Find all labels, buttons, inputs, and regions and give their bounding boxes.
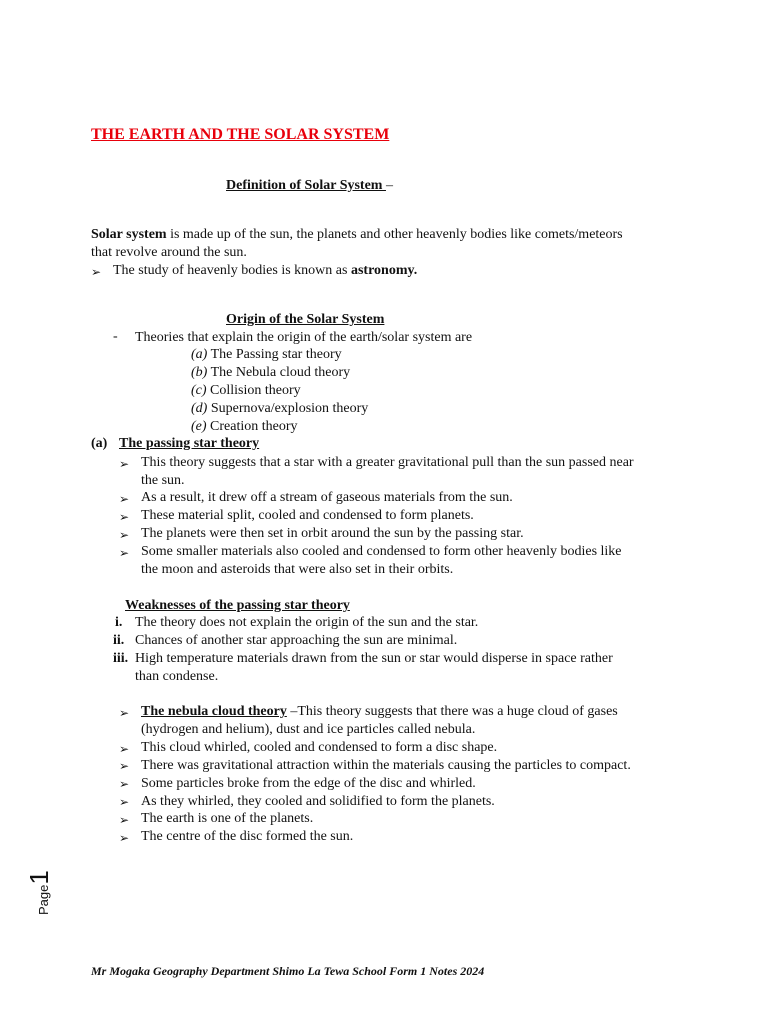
arrow-bullet-icon: ➢: [119, 706, 130, 720]
arrow-bullet-icon: ➢: [119, 777, 130, 791]
passing-star-point: The planets were then set in orbit around the sun by the passing star.: [141, 526, 524, 541]
theory-label: Collision theory: [210, 383, 301, 398]
nebula-point: There was gravitational attraction within the materials causing the particles to compact.: [141, 758, 631, 773]
solar-system-definition: [91, 226, 623, 244]
theory-label: Creation theory: [210, 419, 298, 434]
arrow-bullet-icon: ➢: [119, 742, 130, 756]
nebula-point: Some particles broke from the edge of the disc and whirled.: [141, 776, 476, 791]
theory-list-item: [191, 346, 342, 364]
weakness-item: The theory does not explain the origin of the sun and the star.: [135, 615, 479, 630]
roman-marker: ii.: [113, 633, 125, 648]
nebula-point: The centre of the disc formed the sun.: [141, 829, 354, 844]
solar-system-definition-text: is made up of the sun, the planets and other heavenly bodies like comets/meteors: [166, 227, 623, 242]
theories-intro-dash: -: [113, 329, 118, 344]
arrow-bullet-icon: ➢: [119, 457, 130, 471]
theory-label: The Passing star theory: [210, 347, 342, 362]
theory-list-item: [191, 364, 350, 382]
theory-list-item: [191, 400, 368, 418]
solar-system-definition-line2: that revolve around the sun.: [91, 245, 247, 260]
arrow-bullet-icon: ➢: [119, 831, 130, 845]
nebula-heading: The nebula cloud theory: [141, 704, 287, 719]
arrow-bullet-icon: ➢: [119, 528, 130, 542]
document-title: THE EARTH AND THE SOLAR SYSTEM: [91, 126, 390, 143]
arrow-bullet-icon: ➢: [119, 510, 130, 524]
nebula-point: This cloud whirled, cooled and condensed to form a disc shape.: [141, 740, 498, 755]
solar-system-term: Solar system: [91, 227, 167, 242]
nebula-intro: [141, 703, 618, 721]
definition-heading-text: Definition of Solar System: [226, 178, 386, 193]
nebula-point: The earth is one of the planets.: [141, 811, 314, 826]
theory-marker: (c): [191, 383, 207, 398]
theory-list-item: [191, 418, 298, 436]
passing-star-point-line2: the moon and asteroids that were also set in their orbits.: [141, 562, 454, 577]
theory-label: Supernova/explosion theory: [210, 401, 369, 416]
theory-list-item: [191, 382, 301, 400]
roman-marker: iii.: [113, 651, 129, 666]
passing-star-point: This theory suggests that a star with a greater gravitational pull than the sun passed near: [141, 455, 634, 470]
arrow-bullet-icon: ➢: [119, 813, 130, 827]
passing-star-point-line2: the sun.: [141, 473, 185, 488]
theory-label: The Nebula cloud theory: [210, 365, 351, 380]
page-word: Page: [36, 884, 51, 915]
definition-dash: –: [385, 178, 393, 193]
arrow-bullet-icon: ➢: [119, 759, 130, 773]
weakness-item: Chances of another star approaching the sun are minimal.: [135, 633, 458, 648]
theory-marker: (a): [191, 347, 208, 362]
arrow-bullet-icon: ➢: [119, 795, 130, 809]
weaknesses-heading: Weaknesses of the passing star theory: [125, 598, 350, 613]
astronomy-text: The study of heavenly bodies is known as: [113, 263, 351, 278]
page-number: 1: [24, 870, 54, 885]
passing-star-point: As a result, it drew off a stream of gaseous materials from the sun.: [141, 490, 513, 505]
theory-marker: (b): [191, 365, 208, 380]
passing-star-heading: The passing star theory: [119, 436, 260, 451]
section-marker: (a): [91, 436, 108, 451]
passing-star-point: Some smaller materials also cooled and condensed to form other heavenly bodies like: [141, 544, 622, 559]
nebula-point: As they whirled, they cooled and solidified to form the planets.: [141, 794, 495, 809]
definition-heading: [226, 177, 393, 195]
weakness-item-line2: than condense.: [135, 669, 219, 684]
origin-heading: Origin of the Solar System: [226, 312, 385, 327]
astronomy-term: astronomy.: [350, 263, 418, 278]
theory-marker: (e): [191, 419, 207, 434]
weakness-item: High temperature materials drawn from the sun or star would disperse in space rather: [135, 651, 613, 666]
arrow-bullet-icon: ➢: [91, 265, 102, 279]
nebula-intro-text: –This theory suggests that there was a huge cloud of gases: [286, 704, 618, 719]
arrow-bullet-icon: ➢: [119, 492, 130, 506]
nebula-intro-line2: (hydrogen and helium), dust and ice particles called nebula.: [141, 722, 476, 737]
theories-intro: Theories that explain the origin of the earth/solar system are: [135, 330, 473, 345]
theory-marker: (d): [191, 401, 208, 416]
roman-marker: i.: [115, 615, 123, 630]
astronomy-point: [113, 262, 417, 280]
page-footer: Mr Mogaka Geography Department Shimo La Tewa School Form 1 Notes 2024: [91, 964, 485, 978]
page-number-label: [24, 870, 54, 915]
passing-star-point: These material split, cooled and condensed to form planets.: [141, 508, 474, 523]
arrow-bullet-icon: ➢: [119, 546, 130, 560]
